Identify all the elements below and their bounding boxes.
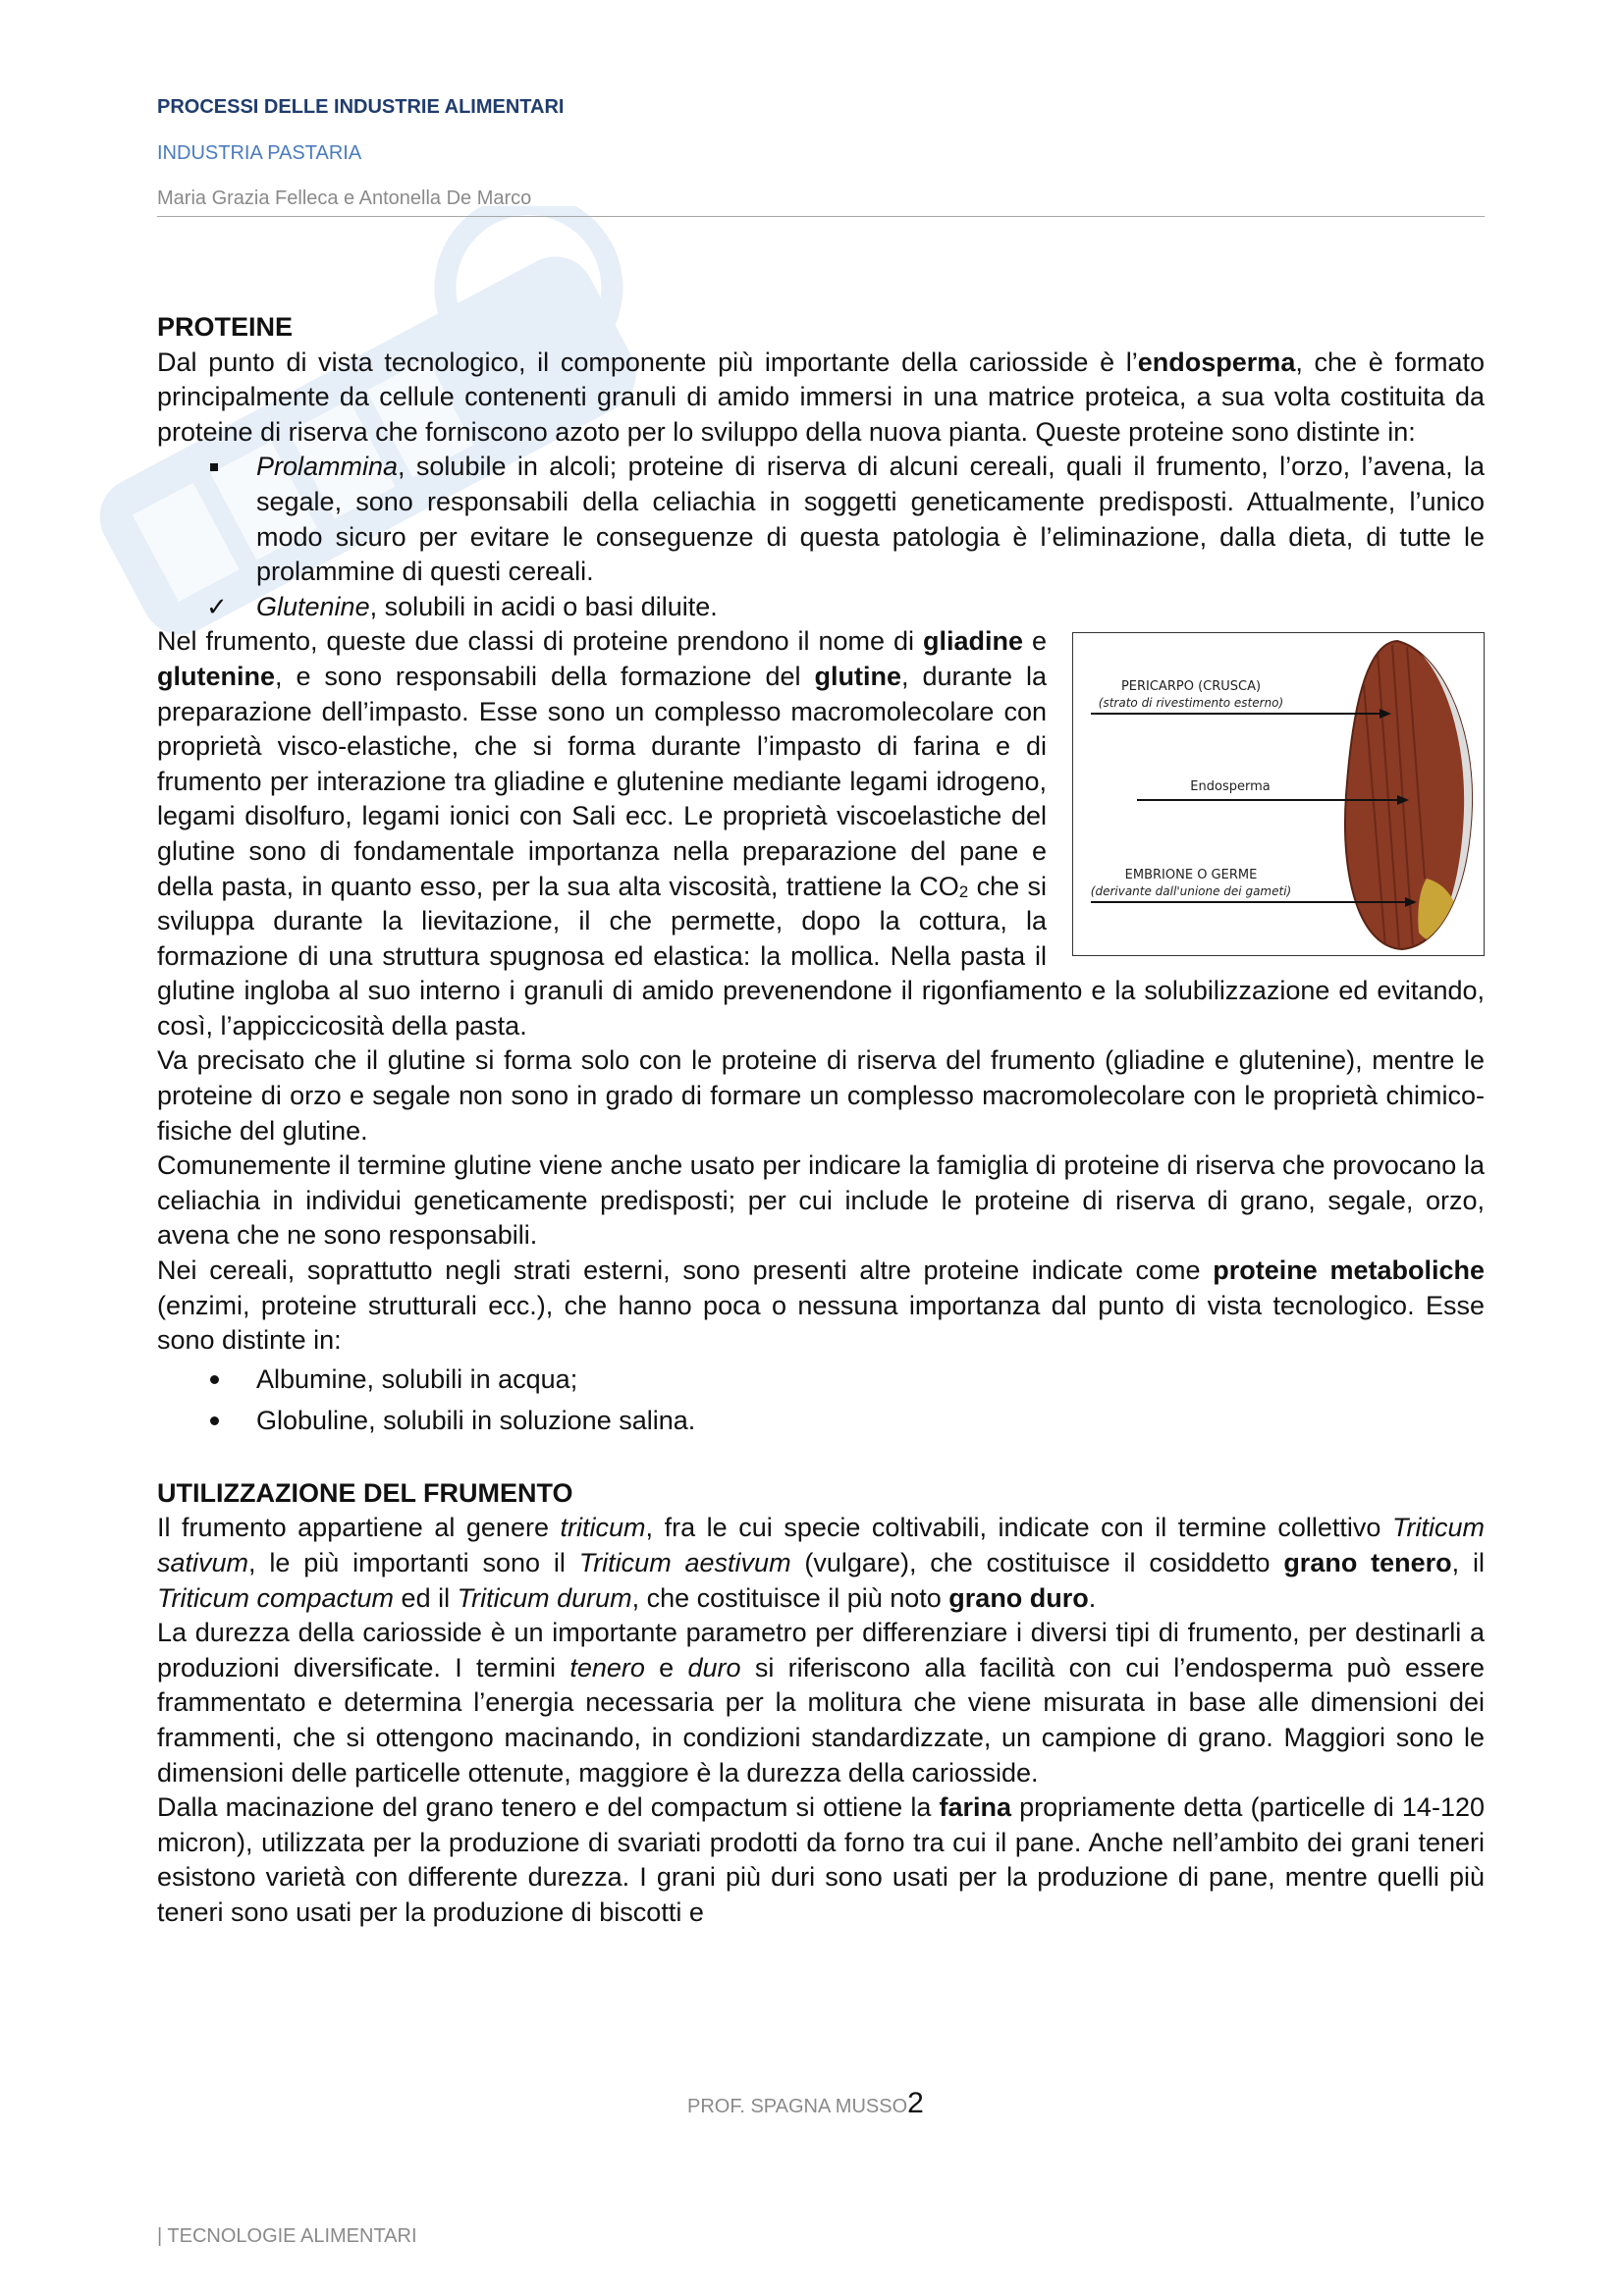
section-title-proteine: PROTEINE xyxy=(157,312,294,342)
paragraph-farina: Dalla macinazione del grano tenero e del compactum si ottiene la farina propriamente detta (particelle di 14-120 micron), utilizzata per la produzione di svariati prodotti da forno tra cui il pane. Anche nell’ambito dei grani teneri esistono varietà con differente durezza. I grani più duri sono usati per la produzione di pane, mentre quelli più teneri sono usati per la produzione di biscotti e xyxy=(157,1792,1485,1927)
caryopsis-diagram xyxy=(1073,633,1483,954)
footer-page-number: PROF. SPAGNA MUSSO2 xyxy=(687,2087,924,2119)
metabolic-protein-list xyxy=(157,1359,1485,1441)
label-pericarp-sub: (strato di rivestimento esterno) xyxy=(1098,696,1284,711)
header-course: PROCESSI DELLE INDUSTRIE ALIMENTARI xyxy=(157,96,565,118)
label-pericarp: PERICARPO (CRUSCA) xyxy=(1120,679,1262,695)
label-embryo-sub: (derivante dall'unione dei gameti) xyxy=(1090,884,1292,899)
list-item-glutenine: ✓ Glutenine, solubili in acidi o basi diluite. xyxy=(157,590,1485,625)
paragraph-endosperma: Dal punto di vista tecnologico, il componente più importante della cariosside è l’endosperma, che è formato principalmente da cellule contenenti granuli di amido immersi in una matrice proteica, a sua volta costituita da proteine di riserva che forniscono azoto per lo sviluppo della nuova pianta. Queste proteine sono distinte in: xyxy=(157,347,1485,447)
list-item-prolammina: Prolammina, solubile in alcoli; proteine di riserva di alcuni cereali, quali il frumento, l’orzo, l’avena, la segale, sono responsabili della celiachia in soggetti geneticamente predisposti. Attualmente, l’unico modo sicuro per evitare le conseguenze di questa patologia è l’eliminazione, dalla dieta, di tutte le prolammine di questi cereali. xyxy=(157,450,1485,589)
label-embryo: EMBRIONE O GERME xyxy=(1124,868,1258,883)
paragraph-glutine: PERICARPO (CRUSCA) (strato di rivestimento esterno) Endosperma EMBRIONE O GERME (derivante dall'unione dei gameti) Nel frumento, queste due classi di proteine prendono il nome di gliadine e glutenine, e sono responsabili della formazione del glutine, durante la preparazione dell’impasto. Esse sono un complesso macromolecolare con proprietà visco-elastiche, che si forma durante l’impasto di farina e di frumento per interazione tra gliadine e glutenine mediante legami idrogeno, legami disolfuro, legami ionici con Sali ecc. Le proprietà viscoelastiche del glutine sono di fondamentale importanza nella preparazione del pane e della pasta, in quanto esso, per la sua alta viscosità, trattiene la $CO_2$ che si sviluppa durante la lievitazione, il che permette, dopo la cottura, la formazione di una struttura spugnosa ed elastica: la mollica. Nella pasta il glutine ingloba al suo interno i granuli di amido prevenendone il rigonfiamento e la solubilizzazione ed evitando, così, l’appiccicosità della pasta. xyxy=(157,626,1485,1041)
header-authors: Maria Grazia Felleca e Antonella De Marco xyxy=(157,187,532,209)
paragraph-triticum: Il frumento appartiene al genere triticum, fra le cui specie coltivabili, indicate con il termine collettivo Triticum sativum, le più importanti sono il Triticum aestivum (vulgare), che costituisce il cosiddetto grano tenero, il Triticum compactum ed il Triticum durum, che costituisce il più noto grano duro. xyxy=(157,1513,1486,1613)
paragraph-celiachia: Comunemente il termine glutine viene anche usato per indicare la famiglia di proteine di riserva che provocano la celiachia in individui geneticamente predisposti; per cui include le proteine di riserva di grano, segale, orzo, avena che ne sono responsabili. xyxy=(157,1150,1485,1251)
header-topic: INDUSTRIA PASTARIA xyxy=(157,142,362,164)
paragraph-proteine-metaboliche: Nei cereali, soprattutto negli strati esterni, sono presenti altre proteine indicate come proteine metaboliche (enzimi, proteine strutturali ecc.), che hanno poca o nessuna importanza dal punto di vista tecnologico. Esse sono distinte in: xyxy=(157,1255,1485,1356)
list-item-globuline: Globuline, solubili in soluzione salina. xyxy=(157,1400,1485,1441)
paragraph-durezza: La durezza della cariosside è un importante parametro per differenziare i diversi tipi di frumento, per destinarli a produzioni diversificate. I termini tenero e duro si riferiscono alla facilità con cui l’endosperma può essere frammentato e determina l’energia necessaria per la molitura che viene misurata in base alle dimensioni dei frammenti, che si ottengono macinando, in condizioni standardizzate, un campione di grano. Maggiori sono le dimensioni delle particelle ottenute, maggiore è la durezza della cariosside. xyxy=(157,1618,1485,1788)
section-title-utilizzazione: UTILIZZAZIONE DEL FRUMENTO xyxy=(157,1477,573,1508)
header-divider xyxy=(157,216,1485,217)
protein-list xyxy=(157,450,1485,589)
protein-list-check xyxy=(157,590,1485,625)
list-item-albumine: Albumine, solubili in acqua; xyxy=(157,1359,1485,1400)
caryopsis-figure xyxy=(1072,632,1485,956)
footer-subject: | TECNOLOGIE ALIMENTARI xyxy=(157,2225,417,2247)
label-endosperm: Endosperma xyxy=(1190,779,1271,795)
paragraph-glutine-frumento: Va precisato che il glutine si forma solo con le proteine di riserva del frumento (gliadine e glutenine), mentre le proteine di orzo e segale non sono in grado di formare un complesso macromolecolare con le proprietà chimico-fisiche del glutine. xyxy=(157,1045,1485,1146)
document-body xyxy=(157,310,1485,1931)
